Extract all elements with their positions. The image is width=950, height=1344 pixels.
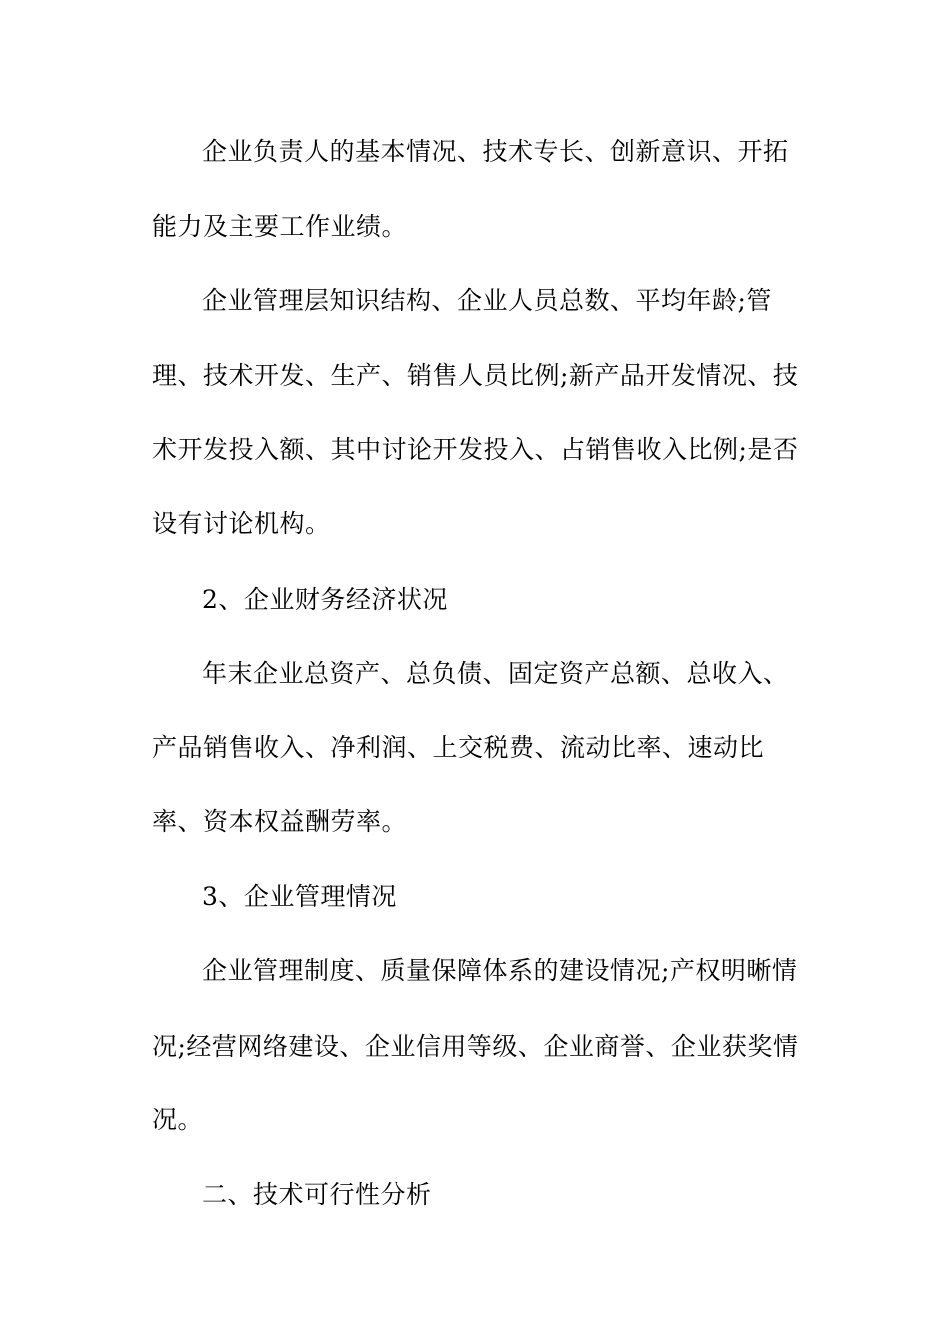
- paragraph-line: 企业负责人的基本情况、技术专长、创新意识、开拓: [202, 137, 789, 166]
- paragraph-line: 能力及主要工作业绩。: [152, 212, 408, 241]
- paragraph-line: 产品销售收入、净利润、上交税费、流动比率、速动比: [152, 733, 765, 762]
- section-heading: 二、技术可行性分析: [202, 1180, 432, 1209]
- paragraph-line: 年末企业总资产、总负债、固定资产总额、总收入、: [202, 659, 789, 688]
- paragraph-line: 设有讨论机构。: [152, 509, 331, 538]
- paragraph-line: 况;经营网络建设、企业信用等级、企业商誉、企业获奖情: [152, 1032, 799, 1061]
- paragraph-line: 况。: [152, 1105, 204, 1134]
- paragraph-line: 术开发投入额、其中讨论开发投入、占销售收入比例;是否: [152, 435, 799, 464]
- paragraph-line: 率、资本权益酬劳率。: [152, 807, 408, 836]
- paragraph-line: 企业管理层知识结构、企业人员总数、平均年龄;管: [202, 286, 772, 315]
- section-heading: 2、企业财务经济状况: [202, 585, 448, 614]
- paragraph-line: 理、技术开发、生产、销售人员比例;新产品开发情况、技: [152, 361, 799, 390]
- paragraph-line: 企业管理制度、质量保障体系的建设情况;产权明晰情: [202, 956, 798, 985]
- section-heading: 3、企业管理情况: [202, 882, 397, 911]
